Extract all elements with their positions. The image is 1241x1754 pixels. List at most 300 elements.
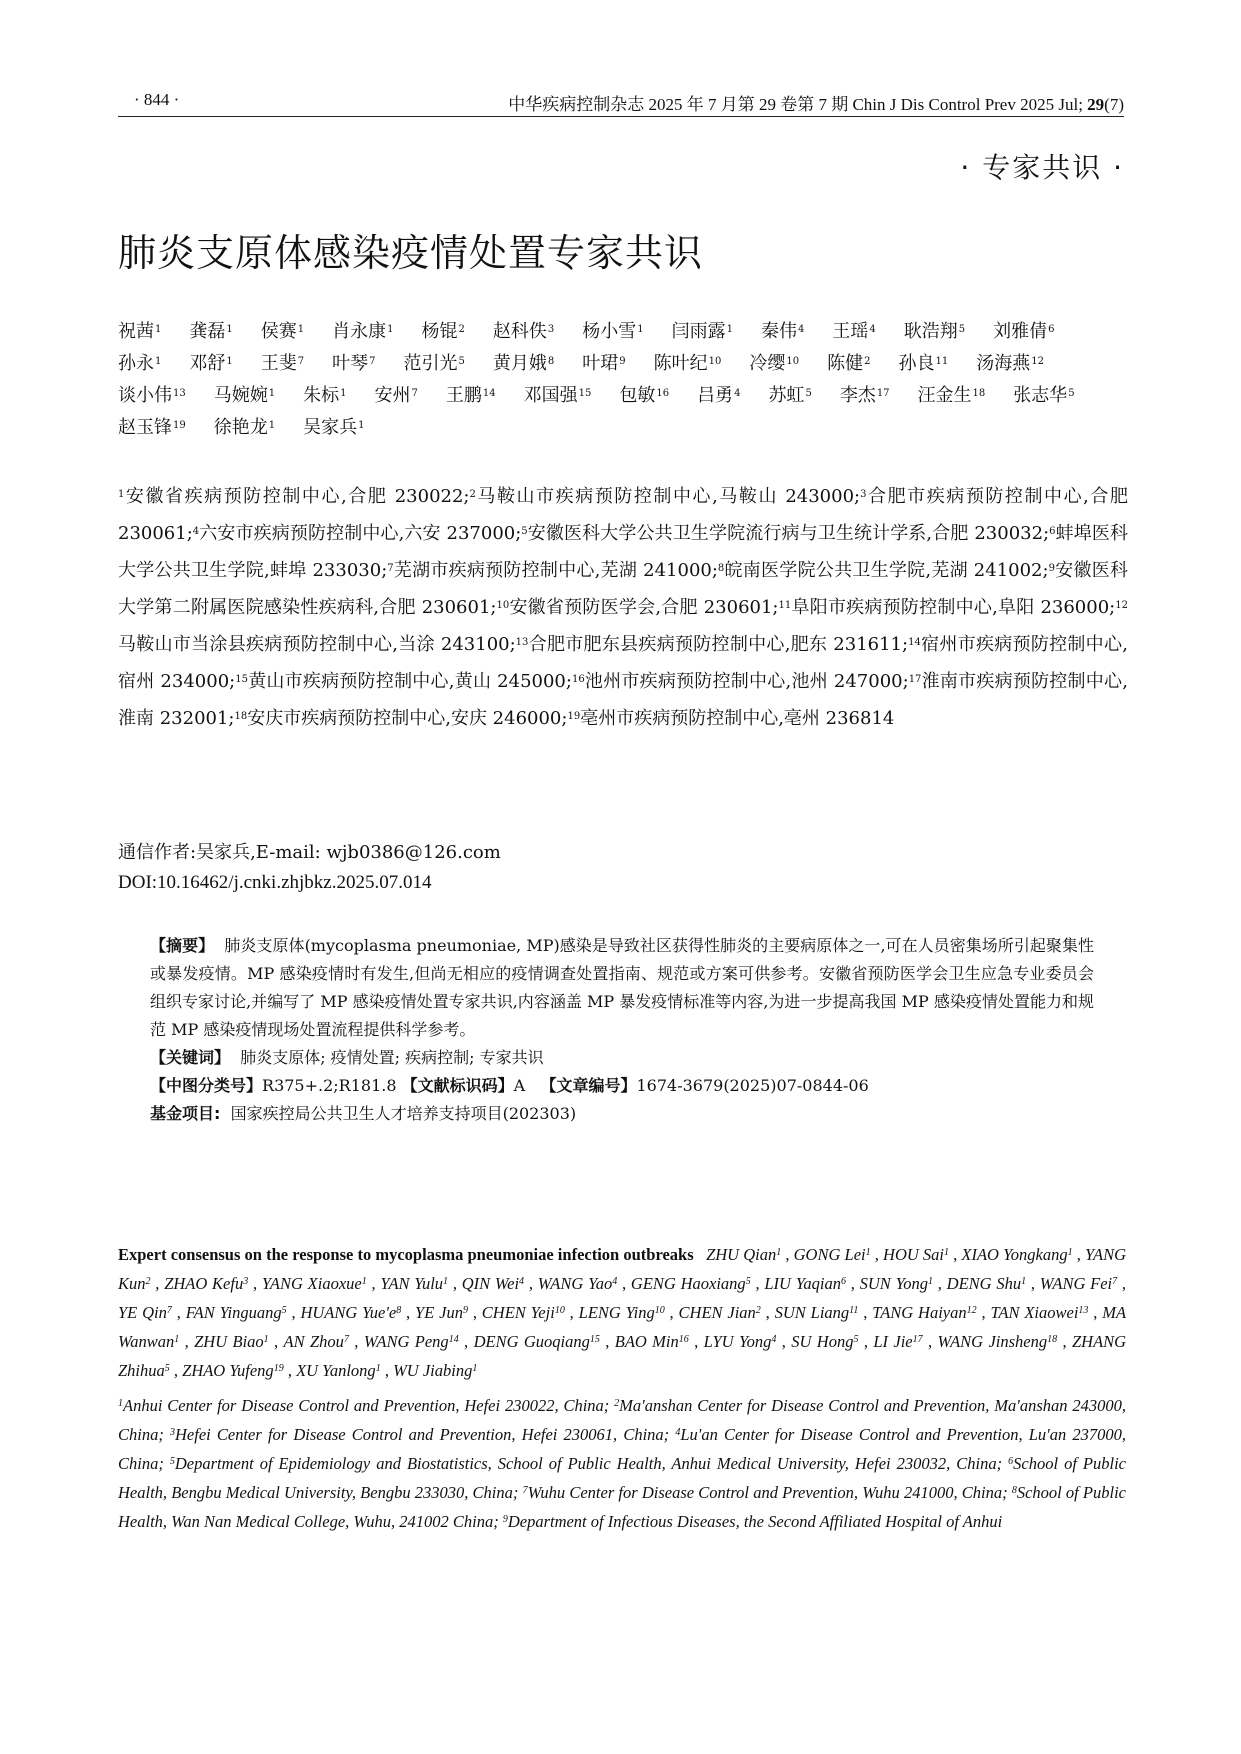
author-affil-sup: 18	[972, 388, 986, 399]
author-name-text: 陈叶纪	[653, 353, 708, 374]
author-affil-sup: 1	[297, 324, 305, 335]
author-affil-sup: 2	[864, 356, 871, 367]
author-name-en	[794, 1245, 871, 1264]
author-name-text: 龚磊	[189, 321, 226, 342]
author-affil-sup: 10	[708, 356, 722, 367]
author-name	[654, 348, 722, 380]
author-affil-sup: 1	[726, 324, 733, 335]
affiliation-sup-en: 3	[170, 1427, 175, 1438]
author-name	[749, 348, 799, 380]
author-name	[422, 316, 465, 348]
abstract-cn	[150, 932, 1094, 1128]
journal-volume: 29	[1087, 95, 1105, 114]
keywords-line	[150, 1044, 1094, 1072]
author-name-en-text: YAN Yulu	[380, 1274, 444, 1293]
author-affil-sup: 14	[482, 388, 496, 399]
affiliation-text: 阜阳市疾病预防控制中心,阜阳 236000;	[791, 597, 1116, 618]
author-name-en	[538, 1274, 618, 1293]
author-affil-sup: 13	[173, 388, 186, 399]
author-name-text: 包敏	[619, 385, 656, 406]
affiliation-sup: 15	[235, 674, 248, 685]
affiliation-text-en: School of Public Health, Bengbu Medical University, Bengbu 233030, China;	[118, 1454, 1126, 1502]
author-affil-sup-en: 16	[678, 1334, 689, 1345]
author-name	[761, 316, 804, 348]
affiliation-sup: 3	[860, 489, 867, 500]
author-affil-sup-en: 13	[1078, 1305, 1089, 1316]
author-name-en	[482, 1303, 565, 1322]
affiliation-sup-en: 1	[118, 1398, 123, 1409]
affiliation-sup: 18	[234, 711, 248, 722]
author-affil-sup-en: 11	[849, 1305, 859, 1316]
author-name-text: 谈小伟	[118, 385, 172, 406]
author-name-en	[775, 1303, 859, 1322]
author-name-text: 杨小雪	[582, 321, 637, 342]
author-name	[214, 380, 275, 412]
affiliation-sup: 7	[387, 563, 394, 574]
author-name-en-text: YE Jun	[415, 1303, 463, 1322]
author-affil-sup-en: 1	[1021, 1276, 1027, 1287]
author-name	[524, 380, 592, 412]
author-name-en-text: ZHU Qian	[706, 1245, 777, 1264]
affiliation-text-en: Hefei Center for Disease Control and Prevention, Hefei 230061, China;	[175, 1425, 676, 1444]
author-name-text: 安州	[374, 385, 411, 406]
author-name-en	[415, 1303, 468, 1322]
author-name	[118, 348, 161, 380]
affiliation-text: 安徽省预防医学会,合肥 230601;	[509, 597, 779, 618]
author-name-en	[947, 1274, 1026, 1293]
author-name-text: 张志华	[1013, 385, 1068, 406]
clc-label: 【中图分类号】	[150, 1076, 263, 1095]
affiliation-text: 安徽省疾病预防控制中心,合肥 230022;	[124, 486, 470, 507]
author-affil-sup-en: 6	[840, 1276, 846, 1287]
author-affil-sup: 8	[547, 356, 555, 367]
affiliation-sup: 4	[192, 526, 200, 537]
author-name	[118, 380, 186, 412]
author-affil-sup: 15	[578, 388, 592, 399]
author-name	[697, 380, 740, 412]
author-name-en-text: HUANG Yue'e	[300, 1303, 397, 1322]
author-name	[493, 348, 554, 380]
author-affil-sup-en: 1	[443, 1276, 449, 1287]
author-name-text: 吕勇	[697, 385, 734, 406]
author-name-en	[284, 1332, 349, 1351]
author-name-en-text: GONG Lei	[793, 1245, 866, 1264]
author-name-en-text: WU Jiabing	[393, 1361, 473, 1380]
abstract-paragraph	[150, 932, 1094, 1044]
author-name	[1013, 380, 1074, 412]
author-affil-sup: 5	[805, 388, 812, 399]
author-affil-sup: 1	[226, 324, 233, 335]
author-affil-sup: 1	[358, 420, 365, 431]
author-affil-sup-en: 3	[243, 1276, 249, 1287]
author-affil-sup: 17	[876, 388, 890, 399]
author-affil-sup: 4	[734, 388, 741, 399]
author-affil-sup-en: 7	[1112, 1276, 1118, 1287]
author-affil-sup-en: 18	[1047, 1334, 1058, 1345]
affiliation-sup-en: 7	[522, 1485, 528, 1496]
author-affil-sup: 1	[387, 324, 394, 335]
affiliation-sup-en: 2	[614, 1398, 620, 1409]
affiliation-sup-en: 5	[169, 1456, 175, 1467]
author-affil-sup: 12	[1031, 356, 1044, 367]
author-affil-sup: 5	[958, 324, 966, 335]
author-name-en	[182, 1361, 284, 1380]
author-affil-sup: 7	[411, 388, 418, 399]
author-name-text: 冷缨	[749, 353, 786, 374]
correspondence: 通信作者:吴家兵,E-mail: wjb0386@126.com	[118, 842, 501, 863]
author-name-en-text: TANG Haiyan	[872, 1303, 967, 1322]
author-affil-sup-en: 15	[589, 1334, 600, 1345]
author-name-text: 赵玉锋	[118, 417, 172, 438]
affiliation-text: 淮南市疾病预防控制中心,淮南 232001;	[118, 671, 1128, 729]
affiliation-text: 马鞍山市疾病预防控制中心,马鞍山 243000;	[475, 486, 861, 507]
affiliation-sup: 16	[571, 674, 585, 685]
author-affil-sup-en: 5	[164, 1363, 170, 1374]
author-affil-sup-en: 1	[776, 1247, 782, 1258]
author-name-en-text: MA Wanwan	[118, 1303, 1127, 1351]
author-name-en	[872, 1303, 976, 1322]
affiliation-sup-en: 6	[1008, 1456, 1014, 1467]
author-affil-sup-en: 1	[1067, 1247, 1073, 1258]
affiliation-sup-en: 8	[1011, 1485, 1017, 1496]
journal-name: 中华疾病控制杂志 2025 年 7 月第 29 卷第 7 期 Chin J Dis Control Prev 2025 Jul;	[508, 95, 1088, 114]
affiliation-sup: 2	[469, 489, 476, 500]
author-name-en	[791, 1332, 858, 1351]
author-name	[898, 348, 948, 380]
affiliations-cn	[118, 478, 1128, 737]
affiliation-sup: 8	[717, 563, 725, 574]
affiliation-sup: 14	[908, 637, 921, 648]
author-name-en-text: TAN Xiaowei	[990, 1303, 1079, 1322]
author-affil-sup: 1	[268, 420, 276, 431]
section-tag: · 专家共识 ·	[960, 151, 1124, 184]
author-name-en-text: WANG Yao	[537, 1274, 613, 1293]
author-name-text: 侯赛	[260, 321, 297, 342]
article-no-label: 【文章编号】	[540, 1076, 637, 1095]
author-name-en	[164, 1274, 248, 1293]
author-name-en	[873, 1332, 922, 1351]
affiliation-sup-en: 9	[502, 1514, 508, 1525]
author-name-text: 闫雨露	[671, 321, 726, 342]
author-affil-sup-en: 14	[448, 1334, 459, 1345]
author-name-text: 邓舒	[189, 353, 226, 374]
doc-code-value: A	[513, 1076, 526, 1095]
author-name-text: 朱标	[303, 385, 340, 406]
author-affil-sup: 19	[173, 420, 186, 431]
affiliation-text-en: Lu'an Center for Disease Control and Prevention, Lu'an 237000, China;	[118, 1425, 1126, 1473]
author-name-text: 杨锟	[421, 321, 458, 342]
author-name	[303, 412, 364, 444]
author-name-en-text: YANG Xiaoxue	[261, 1274, 362, 1293]
clc-value: R375+.2;R181.8	[262, 1076, 397, 1095]
author-affil-sup: 16	[656, 388, 670, 399]
author-name	[189, 316, 232, 348]
english-header	[118, 1240, 1126, 1536]
fund-value: 国家疾控局公共卫生人才培养支持项目(202303)	[230, 1104, 577, 1123]
author-affil-sup: 11	[935, 356, 949, 367]
author-name-en	[118, 1303, 172, 1322]
author-name-text: 吴家兵	[303, 417, 358, 438]
author-name-en	[631, 1274, 751, 1293]
author-affil-sup: 1	[155, 356, 162, 367]
author-name-en	[961, 1245, 1072, 1264]
author-name-text: 耿浩翔	[903, 321, 958, 342]
author-name	[303, 380, 346, 412]
author-name-en	[1040, 1274, 1117, 1293]
author-name-text: 祝茜	[118, 321, 154, 342]
author-name-text: 王鹏	[445, 385, 482, 406]
author-name-en	[706, 1245, 781, 1264]
header-rule	[118, 116, 1124, 117]
author-name-en-text: ZHANG Zhihua	[118, 1332, 1127, 1380]
author-affil-sup: 4	[869, 324, 876, 335]
author-name-text: 刘雅倩	[993, 321, 1048, 342]
affiliation-sup: 17	[908, 674, 922, 685]
affiliation-sup: 12	[1115, 600, 1128, 611]
author-name-en-text: GENG Haoxiang	[630, 1274, 746, 1293]
author-name-en-text: BAO Min	[614, 1332, 679, 1351]
author-affil-sup-en: 10	[554, 1305, 565, 1316]
author-name	[332, 316, 393, 348]
author-name-text: 邓国强	[523, 385, 578, 406]
author-name-en-text: XIAO Yongkang	[961, 1245, 1068, 1264]
author-affil-sup-en: 1	[263, 1334, 269, 1345]
author-name	[118, 316, 161, 348]
author-name	[374, 380, 417, 412]
affiliation-sup: 1	[118, 489, 125, 500]
author-name-en-text: ZHU Biao	[194, 1332, 264, 1351]
author-name	[261, 348, 304, 380]
affiliation-text: 黄山市疾病预防控制中心,黄山 245000;	[247, 671, 572, 692]
author-affil-sup: 7	[369, 356, 376, 367]
author-name-en	[990, 1303, 1088, 1322]
author-name-text: 孙永	[118, 353, 154, 374]
author-name-en	[938, 1332, 1058, 1351]
author-affil-sup: 4	[798, 324, 805, 335]
affiliation-text: 亳州市疾病预防控制中心,亳州 236814	[580, 708, 895, 729]
author-affil-sup-en: 1	[472, 1363, 478, 1374]
author-name-en	[364, 1332, 459, 1351]
affiliation-sup-en: 4	[675, 1427, 681, 1438]
author-name	[404, 348, 465, 380]
author-name-en-text: ZHAO Kefu	[164, 1274, 244, 1293]
author-name-text: 秦伟	[761, 321, 797, 342]
affiliation-text-en: Anhui Center for Disease Control and Prevention, Hefei 230022, China;	[123, 1396, 615, 1415]
author-name	[582, 316, 643, 348]
author-name-text: 黄月娥	[492, 353, 547, 374]
author-name	[619, 380, 669, 412]
doc-code-label: 【文献标识码】	[401, 1076, 514, 1095]
author-name-en	[393, 1361, 477, 1380]
english-title: Expert consensus on the response to mycoplasma pneumoniae infection outbreaks	[118, 1245, 694, 1264]
affiliation-text: 蚌埠医科大学公共卫生学院,蚌埠 233030;	[118, 523, 1128, 581]
author-name-en-text: WANG Fei	[1039, 1274, 1113, 1293]
author-name	[993, 316, 1054, 348]
author-name-en-text: XU Yanlong	[296, 1361, 376, 1380]
doi: DOI:10.16462/j.cnki.zhjbkz.2025.07.014	[118, 872, 432, 893]
author-name	[832, 316, 875, 348]
affiliation-text: 宿州市疾病预防控制中心,宿州 234000;	[118, 634, 1128, 692]
author-affil-sup: 6	[1048, 324, 1055, 335]
author-affil-sup-en: 17	[912, 1334, 923, 1345]
author-name-en-text: DENG Shu	[946, 1274, 1022, 1293]
author-name	[261, 316, 304, 348]
author-name	[493, 316, 554, 348]
author-affil-sup: 5	[1068, 388, 1075, 399]
affiliation-sup: 13	[515, 637, 529, 648]
author-affil-sup-en: 5	[281, 1305, 287, 1316]
author-name-text: 肖永康	[332, 321, 387, 342]
author-name-en-text: SUN Yong	[859, 1274, 928, 1293]
author-name	[904, 316, 965, 348]
author-name-en	[764, 1274, 846, 1293]
author-name-en	[194, 1332, 269, 1351]
author-name-en-text: DENG Guoqiang	[473, 1332, 590, 1351]
author-name-en-text: SU Hong	[791, 1332, 854, 1351]
affiliation-sup: 10	[496, 600, 510, 611]
affiliation-text: 安庆市疾病预防控制中心,安庆 246000;	[247, 708, 568, 729]
author-name	[768, 380, 811, 412]
author-name-text: 苏虹	[768, 385, 805, 406]
author-name-en-text: SUN Liang	[774, 1303, 850, 1322]
abstract-label: 【摘要】	[150, 936, 215, 955]
affiliations-en	[118, 1391, 1126, 1536]
author-affil-sup: 7	[297, 356, 305, 367]
author-list-cn	[118, 316, 1128, 444]
author-name-en	[474, 1332, 600, 1351]
author-name	[214, 412, 275, 444]
author-name-text: 徐艳龙	[213, 417, 268, 438]
author-affil-sup: 1	[155, 324, 162, 335]
affiliation-text-en: Department of Epidemiology and Biostatistics, School of Public Health, Anhui Medical University, Hefei 230032, China;	[174, 1454, 1009, 1473]
author-name-en	[579, 1303, 665, 1322]
author-name-en-text: CHEN Yeji	[481, 1303, 555, 1322]
author-name-text: 叶琴	[332, 353, 369, 374]
author-name-en-text: LI Jie	[873, 1332, 913, 1351]
fund-label: 基金项目:	[150, 1104, 221, 1123]
author-affil-sup-en: 7	[343, 1334, 349, 1345]
page-number: · 844 ·	[134, 90, 180, 109]
keywords-text: 肺炎支原体; 疫情处置; 疾病控制; 专家共识	[240, 1048, 544, 1067]
author-affil-sup-en: 5	[853, 1334, 859, 1345]
affiliation-text: 安徽医科大学公共卫生学院流行病与卫生统计学系,合肥 230032;	[527, 523, 1050, 544]
author-name-text: 王斐	[260, 353, 297, 374]
author-name-text: 范引光	[403, 353, 458, 374]
author-name-text: 汤海燕	[976, 353, 1031, 374]
author-name-en	[704, 1332, 777, 1351]
author-affil-sup-en: 12	[966, 1305, 977, 1316]
affiliation-text: 马鞍山市当涂县疾病预防控制中心,当涂 243100;	[118, 634, 516, 655]
classification-line	[150, 1072, 1094, 1100]
affiliation-text: 池州市疾病预防控制中心,池州 247000;	[584, 671, 909, 692]
affiliation-sup: 5	[521, 526, 528, 537]
author-name-text: 李杰	[839, 385, 876, 406]
author-name	[918, 380, 986, 412]
affiliation-text: 芜湖市疾病预防控制中心,芜湖 241000;	[393, 560, 718, 581]
affiliation-sup: 6	[1049, 526, 1056, 537]
author-affil-sup-en: 8	[396, 1305, 402, 1316]
author-name	[332, 348, 375, 380]
author-name-text: 孙良	[898, 353, 935, 374]
author-list-en: Expert consensus on the response to mycoplasma pneumoniae infection outbreaks ZHU Qian$^1$ , GONG Lei$^1$ , HOU Sai$^1$ , XIAO Yongkang$^1$ , YANG Kun$^2$ , ZHAO Kefu$^3$ , YANG Xiaoxue$^1$ , YAN Yulu$^1$ , QIN Wei$^4$ , WANG Yao$^4$ , GENG Haoxiang$^5$ , LIU Yaqian$^6$ , SUN Yong$^1$ , DENG Shu$^1$ , WANG Fei$^7$ , YE Qin$^7$ , FAN Yinguang$^5$ , HUANG $Yue'e^8$ , YE Jun$^9$ , CHEN Yeji$^{10}$ , LENG Ying$^{10}$ , CHEN Jian$^2$ , SUN Liang$^{11}$ , TANG Haiyan$^{12}$ , TAN Xiaowei$^{13}$ , MA Wanwan$^1$ , ZHU Biao$^1$ , AN Zhou$^7$ , WANG Peng$^{14}$ , DENG Guoqiang$^{15}$ , BAO Min$^{16}$ , LYU Yong$^4$ , SU Hong$^5$ , LI Jie$^{17}$ , WANG Jinsheng$^{18}$ , ZHANG Zhihua$^5$ , ZHAO Yufeng$^{19}$ , XU Yanlong$^1$ , WU Jiabing$^1$	[118, 1245, 1127, 1380]
article-title: 肺炎支原体感染疫情处置专家共识	[118, 231, 704, 275]
author-name-en	[679, 1303, 761, 1322]
keywords-label: 【关键词】	[150, 1048, 231, 1067]
author-affil-sup: 3	[547, 324, 555, 335]
author-name-en-text: QIN Wei	[461, 1274, 520, 1293]
abstract-text: 肺炎支原体(mycoplasma pneumoniae, MP)感染是导致社区获得性肺炎的主要病原体之一,可在人员密集场所引起聚集性或暴发疫情。MP 感染疫情时有发生,但尚无相应的疫情调查处置指南、规范或方案可供参考。安徽省预防医学会卫生应急专业委员会组织专家讨论,并编写了 MP 感染疫情处置专家共识,内容涵盖 MP 暴发疫情标准等内容,为进一步提高我国 MP 感染疫情处置能力和规范 MP 感染疫情现场处置流程提供科学参考。	[150, 936, 1094, 1039]
author-name-en-text: LYU Yong	[703, 1332, 772, 1351]
author-name-text: 王瑶	[832, 321, 869, 342]
author-affil-sup-en: 1	[865, 1247, 871, 1258]
author-name-text: 马婉婉	[213, 385, 268, 406]
affiliation-text: 皖南医学院公共卫生学院,芜湖 241002;	[724, 560, 1049, 581]
affiliation-text-en: Department of Infectious Diseases, the Second Affiliated Hospital of Anhui	[507, 1512, 1003, 1531]
author-name-en	[296, 1361, 381, 1380]
author-name-en	[380, 1274, 448, 1293]
author-affil-sup: 5	[458, 356, 465, 367]
author-name	[118, 412, 186, 444]
author-name-en	[615, 1332, 689, 1351]
author-affil-sup-en: 1	[361, 1276, 367, 1287]
author-affil-sup-en: 4	[771, 1334, 777, 1345]
author-name	[446, 380, 496, 412]
author-name-en-text: AN Zhou	[283, 1332, 344, 1351]
author-name-en	[262, 1274, 367, 1293]
author-name-text: 陈健	[827, 353, 864, 374]
author-affil-sup: 1	[268, 388, 276, 399]
author-affil-sup-en: 1	[944, 1247, 949, 1258]
author-name	[840, 380, 890, 412]
author-affil-sup-en: 2	[755, 1305, 761, 1316]
affiliation-sup: 19	[567, 711, 581, 722]
affiliation-text: 六安市疾病预防控制中心,六安 237000;	[199, 523, 522, 544]
affiliation-sup: 11	[778, 600, 792, 611]
affiliation-sup: 9	[1048, 563, 1055, 574]
journal-issue: (7)	[1104, 95, 1124, 114]
author-affil-sup: 1	[637, 324, 644, 335]
author-affil-sup-en: 1	[174, 1334, 180, 1345]
author-name-en-text: CHEN Jian	[678, 1303, 756, 1322]
author-affil-sup-en: 9	[462, 1305, 468, 1316]
author-affil-sup-en: 4	[612, 1276, 618, 1287]
author-name-en-text: YANG Kun	[118, 1245, 1127, 1293]
author-name-en	[462, 1274, 524, 1293]
author-name	[827, 348, 870, 380]
author-affil-sup-en: 10	[654, 1305, 665, 1316]
author-affil-sup: 1	[226, 356, 233, 367]
affiliation-text: 合肥市疾病预防控制中心,合肥 230061;	[118, 486, 1128, 544]
author-affil-sup: 1	[340, 388, 347, 399]
author-affil-sup: 9	[619, 356, 626, 367]
author-affil-sup-en: 1	[375, 1363, 381, 1374]
author-affil-sup: 2	[458, 324, 465, 335]
author-affil-sup-en: 5	[745, 1276, 751, 1287]
article-no-value: 1674-3679(2025)07-0844-06	[636, 1076, 869, 1095]
author-affil-sup-en: 7	[166, 1305, 172, 1316]
author-affil-sup-en: 19	[273, 1363, 284, 1374]
author-name-en-text: LENG Ying	[578, 1303, 655, 1322]
author-name-en	[300, 1303, 401, 1322]
journal-citation	[508, 90, 1124, 115]
affiliation-text-en: School of Public Health, Wan Nan Medical College, Wuhu, 241002 China;	[118, 1483, 1126, 1531]
author-name-en-text: LIU Yaqian	[764, 1274, 841, 1293]
author-name-text: 叶珺	[582, 353, 619, 374]
author-affil-sup-en: 4	[519, 1276, 525, 1287]
author-name-en-text: ZHAO Yufeng	[182, 1361, 274, 1380]
affiliation-text-en: Ma'anshan Center for Disease Control and Prevention, Ma'anshan 243000, China;	[118, 1396, 1126, 1444]
fund-line	[150, 1100, 1094, 1128]
